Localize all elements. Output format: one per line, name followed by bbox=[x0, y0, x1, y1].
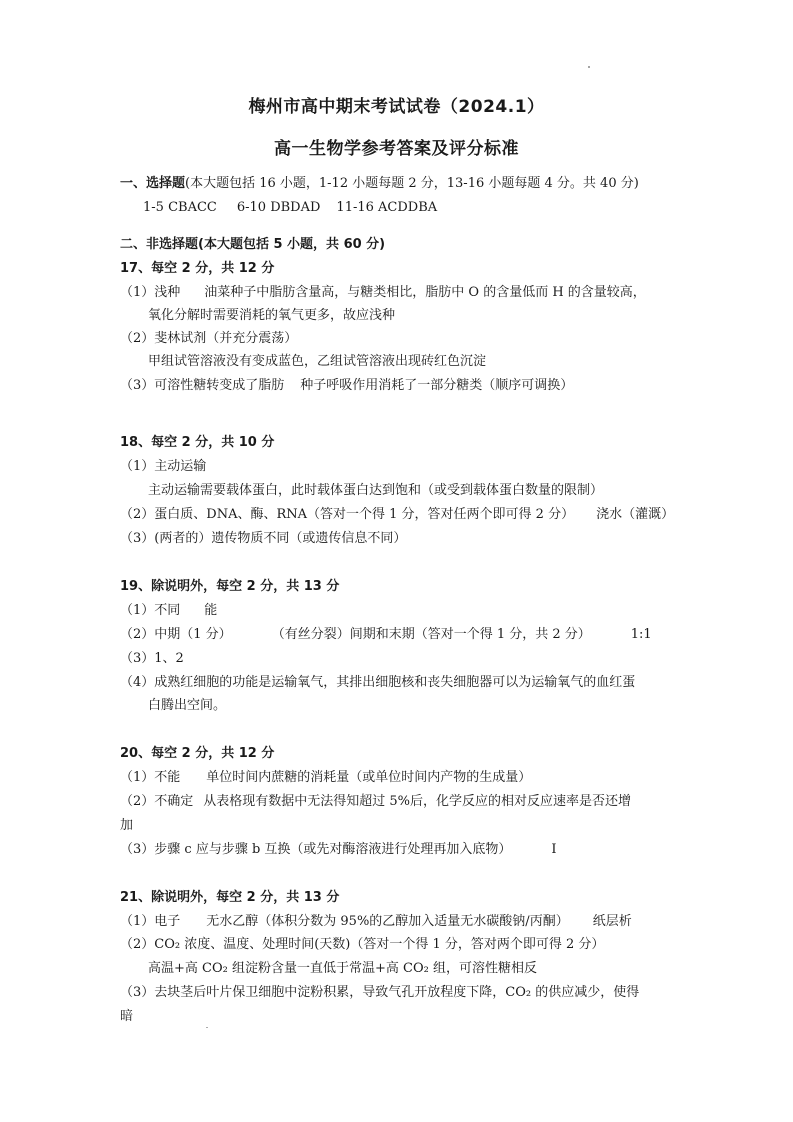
q21-ans1b: 无水乙醇（体积分数为 95%的乙醇加入适量无水碳酸钠/丙酮） bbox=[206, 914, 569, 929]
part2-heading: 二、非选择题(本大题包括 5 小题，共 60 分) bbox=[120, 237, 386, 252]
q17-ans1: （1）浅种 bbox=[120, 285, 181, 300]
q21-line2: （2）CO₂ 浓度、温度、处理时间(天数)（答对一个得 1 分，答对两个即可得 2 分） bbox=[120, 937, 605, 952]
answers-6-10: 6-10 DBDAD bbox=[236, 200, 321, 215]
q20-ans3a: （3）步骤 c 应与步骤 b 互换（或先对酶溶液进行处理再加入底物） bbox=[120, 842, 512, 857]
q19-line1 bbox=[120, 602, 217, 620]
q19-line3: （3）1、2 bbox=[120, 651, 184, 666]
q21-ans1a: （1）电子 bbox=[120, 914, 181, 929]
q18-heading: 18、每空 2 分，共 10 分 bbox=[120, 435, 275, 450]
q17-line2-cont: 甲组试管溶液没有变成蓝色，乙组试管溶液出现砖红色沉淀 bbox=[148, 354, 487, 369]
q18-line1-cont: 主动运输需要载体蛋白，此时载体蛋白达到饱和（或受到载体蛋白数量的限制） bbox=[148, 483, 604, 498]
part1-desc: (本大题包括 16 小题，1-12 小题每题 2 分，13-16 小题每题 4 分。共 40 分) bbox=[185, 176, 639, 191]
q19-line2 bbox=[120, 626, 652, 644]
page-speck bbox=[588, 66, 590, 68]
q17-heading: 17、每空 2 分，共 12 分 bbox=[120, 261, 275, 276]
answers-11-16: 11-16 ACDDBA bbox=[336, 200, 438, 215]
q19-line4: （4）成熟红细胞的功能是运输氧气，其排出细胞核和丧失细胞器可以为运输氧气的血红蛋 bbox=[120, 675, 636, 690]
q20-ans1b: 单位时间内蔗糖的消耗量（或单位时间内产物的生成量） bbox=[206, 770, 532, 785]
q21-line3-cont: 暗 bbox=[120, 1009, 134, 1024]
q21-line2-cont: 高温+高 CO₂ 组淀粉含量一直低于常温+高 CO₂ 组，可溶性糖相反 bbox=[148, 961, 537, 976]
q20-line2 bbox=[120, 793, 631, 811]
q17-line3 bbox=[120, 377, 573, 395]
q17-ans1-reason: 油菜种子中脂肪含量高，与糖类相比，脂肪中 O 的含量低而 H 的含量较高， bbox=[204, 285, 646, 300]
q21-line3: （3）去块茎后叶片保卫细胞中淀粉积累，导致气孔开放程度下降，CO₂ 的供应减少，使得 bbox=[120, 985, 640, 1000]
exam-title: 梅州市高中期末考试试卷（2024.1） bbox=[248, 97, 545, 117]
q18-line1: （1）主动运输 bbox=[120, 459, 207, 474]
q20-line3 bbox=[120, 841, 557, 859]
q21-line1 bbox=[120, 913, 632, 931]
q20-ans2a: （2）不确定 bbox=[120, 794, 194, 809]
q20-ans3b: I bbox=[551, 842, 557, 857]
q20-heading: 20、每空 2 分，共 12 分 bbox=[120, 746, 275, 761]
q19-ans2a: （2）中期（1 分） bbox=[120, 627, 232, 642]
q19-ans1b: 能 bbox=[204, 603, 218, 618]
q17-line1 bbox=[120, 284, 646, 302]
part1-answers bbox=[143, 199, 437, 217]
page-speck-bottom bbox=[206, 1027, 208, 1028]
q21-ans1c: 纸层析 bbox=[592, 914, 632, 929]
q20-ans2b: 从表格现有数据中无法得知超过 5%后，化学反应的相对反应速率是否还增 bbox=[203, 794, 632, 809]
q18-ans2a: （2）蛋白质、DNA、酶、RNA（答对一个得 1 分，答对任两个即可得 2 分） bbox=[120, 507, 575, 522]
q18-line2 bbox=[120, 506, 674, 524]
q21-heading: 21、除说明外，每空 2 分，共 13 分 bbox=[120, 890, 340, 905]
exam-subtitle: 高一生物学参考答案及评分标准 bbox=[274, 139, 519, 159]
part1-heading: 一、选择题 bbox=[120, 176, 186, 191]
q18-line3: （3）(两者的）遗传物质不同（或遗传信息不同） bbox=[120, 531, 407, 546]
q20-ans1a: （1）不能 bbox=[120, 770, 181, 785]
answers-1-5: 1-5 CBACC bbox=[143, 200, 217, 215]
q18-ans2b: 浇水（灌溉） bbox=[596, 507, 675, 522]
q17-line1-cont: 氧化分解时需要消耗的氧气更多，故应浅种 bbox=[148, 308, 396, 323]
q20-line1 bbox=[120, 769, 531, 787]
q19-ans2c: 1:1 bbox=[630, 627, 652, 642]
q19-ans1a: （1）不同 bbox=[120, 603, 181, 618]
part1-line bbox=[120, 175, 639, 193]
q17-ans3b: 种子呼吸作用消耗了一部分糖类（顺序可调换） bbox=[300, 378, 574, 393]
q19-ans2b: （有丝分裂）间期和末期（答对一个得 1 分，共 2 分） bbox=[271, 627, 591, 642]
q20-line2-cont: 加 bbox=[120, 818, 134, 833]
q19-heading: 19、除说明外，每空 2 分，共 13 分 bbox=[120, 579, 340, 594]
q17-ans3a: （3）可溶性糖转变成了脂肪 bbox=[120, 378, 285, 393]
q19-line4-cont: 白腾出空间。 bbox=[148, 698, 227, 713]
q17-line2: （2）斐林试剂（并充分震荡） bbox=[120, 331, 298, 346]
